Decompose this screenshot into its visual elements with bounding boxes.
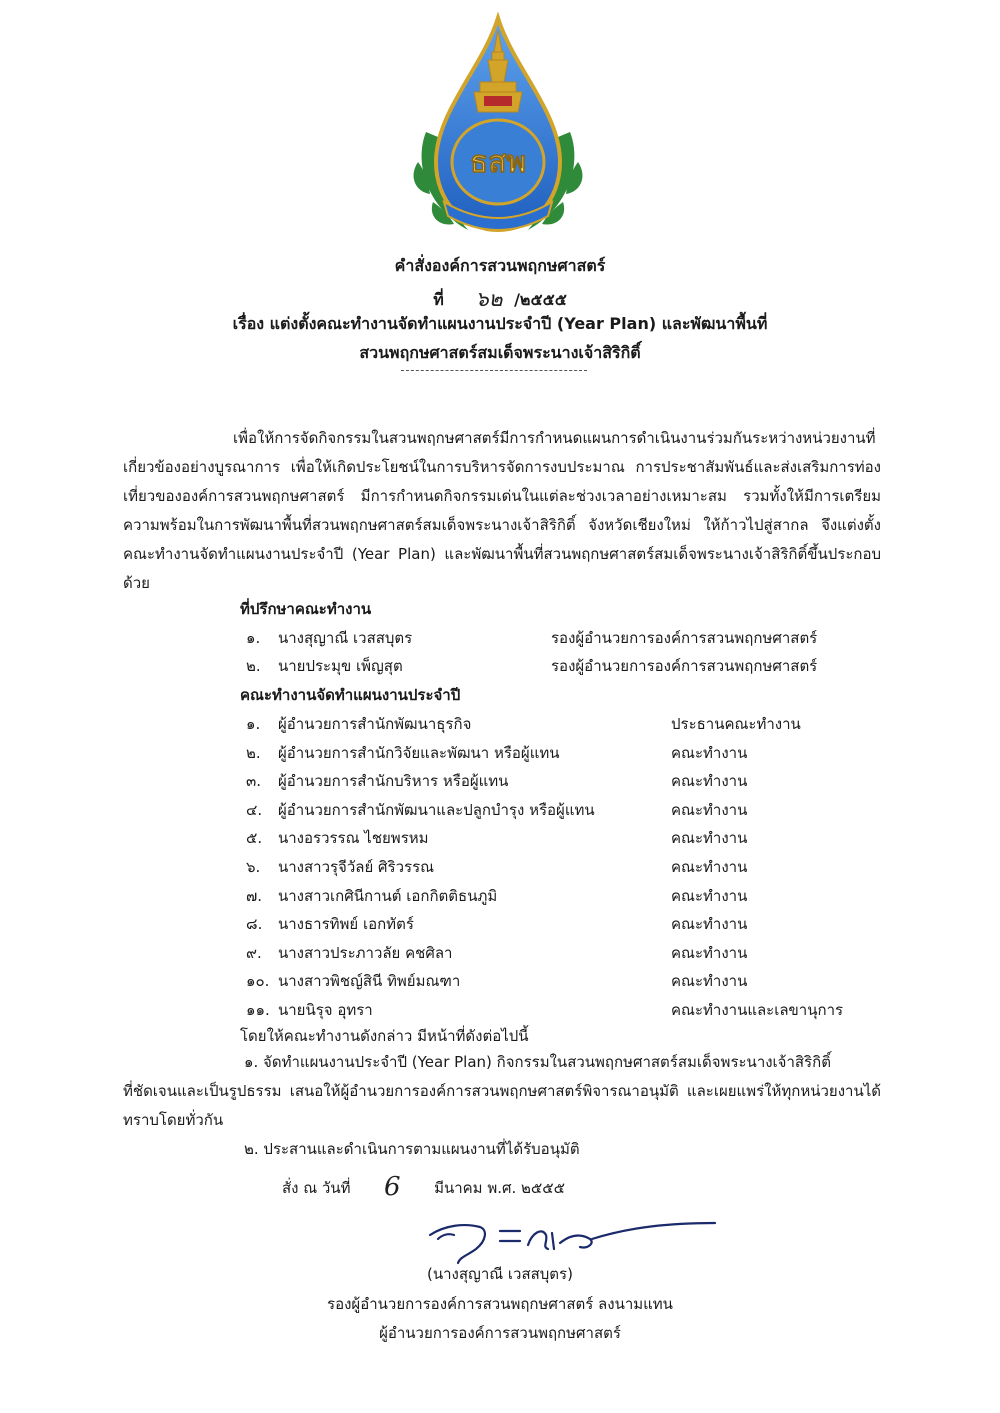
team-member-name: นางสาวพิชญ์สินี ทิพย์มณฑา bbox=[278, 972, 461, 991]
team-number: ๓. bbox=[246, 772, 262, 791]
order-date bbox=[282, 1170, 565, 1200]
team-member-name: ผู้อำนวยการสำนักพัฒนาธุรกิจ bbox=[278, 715, 472, 733]
advisor-name: นายประมุข เพ็ญสุต bbox=[278, 657, 403, 675]
team-member-role: คณะทำงาน bbox=[671, 886, 748, 905]
order-date-month-year: มีนาคม พ.ศ. ๒๕๕๕ bbox=[434, 1179, 565, 1197]
team-title: คณะทำงานจัดทำแผนงานประจำปี bbox=[240, 686, 461, 704]
team-number: ๕. bbox=[246, 829, 263, 848]
duty-item-1-rest: ที่ชัดเจนและเป็นรูปธรรม เสนอให้ผู้อำนวยการองค์การสวนพฤกษศาสตร์พิจารณาอนุมัติ และเผยแพร่ให้ทุกหน่วยงานได้ทราบโดยทั่วกัน bbox=[123, 1082, 881, 1129]
signer-position-2: ผู้อำนวยการองค์การสวนพฤกษศาสตร์ bbox=[379, 1324, 621, 1342]
advisor-number: ๑. bbox=[246, 629, 261, 647]
team-member-name: นางสาวเกศินีกานต์ เอกกิตติธนภูมิ bbox=[278, 886, 498, 905]
team-member-role: คณะทำงาน bbox=[671, 972, 748, 991]
team-member-name: ผู้อำนวยการสำนักพัฒนาและปลูกบำรุง หรือผู้แทน bbox=[278, 800, 595, 819]
signer-name: (นางสุญาณี เวสสบุตร) bbox=[427, 1265, 573, 1283]
advisor-name: นางสุญาณี เวสสบุตร bbox=[278, 629, 413, 647]
team-member-role: คณะทำงาน bbox=[671, 915, 748, 934]
botanical-garden-emblem-icon bbox=[408, 12, 588, 250]
team-number: ๗. bbox=[246, 886, 263, 905]
duty-item-1 bbox=[123, 1048, 881, 1135]
team-number: ๘. bbox=[246, 915, 263, 934]
duty-item-2-text: ๒. ประสานและดำเนินการตามแผนงานที่ได้รับอนุมัติ bbox=[244, 1140, 580, 1158]
advisor-number: ๒. bbox=[246, 657, 261, 675]
order-date-day: 6 bbox=[384, 1172, 401, 1202]
team-number: ๑. bbox=[246, 715, 261, 733]
order-number-year: /๒๕๕๕ bbox=[514, 290, 567, 309]
intro-paragraph: เพื่อให้การจัดกิจกรรมในสวนพฤกษศาสตร์มีการกำหนดแผนการดำเนินงานร่วมกันระหว่างหน่วยงานที่เกี่ยวข้องอย่างบูรณาการ เพื่อให้เกิดประโยชน์ในการบริหารจัดการงบประมาณ การประชาสัมพันธ์และส่งเสริมการท่องเที่ยวขององค์การสวนพฤกษศาสตร์ มีการกำหนดกิจกรรมเด่นในแต่ละช่วงเวลาอย่างเหมาะสม รวมทั้งให้มีการเตรียมความพร้อมในการพัฒนาพื้นที่สวนพฤกษศาสตร์สมเด็จพระนางเจ้าสิริกิติ์ จังหวัดเชียงใหม่ ให้ก้าวไปสู่สากล จึงแต่งตั้งคณะทำงานจัดทำแผนงานประจำปี (Year Plan) และพัฒนาพื้นที่สวนพฤกษศาสตร์สมเด็จพระนางเจ้าสิริกิติ์ขึ้นประกอบด้วย bbox=[123, 429, 881, 592]
order-date-prefix: สั่ง ณ วันที่ bbox=[282, 1179, 351, 1197]
team-number: ๑๑. bbox=[246, 1001, 270, 1019]
team-member-name: นายนิรุจ อุทรา bbox=[278, 1001, 373, 1019]
team-number: ๙. bbox=[246, 943, 262, 962]
team-member-name: นางสาวประภาวลัย คชศิลา bbox=[278, 943, 453, 962]
order-number bbox=[0, 282, 1000, 315]
header-divider bbox=[401, 370, 587, 371]
advisor-position: รองผู้อำนวยการองค์การสวนพฤกษศาสตร์ bbox=[551, 657, 818, 675]
team-number: ๔. bbox=[246, 800, 263, 819]
signer-position-1: รองผู้อำนวยการองค์การสวนพฤกษศาสตร์ ลงนามแทน bbox=[327, 1295, 673, 1313]
team-number: ๒. bbox=[246, 743, 261, 762]
duty-item-2 bbox=[123, 1135, 881, 1164]
team-member-name: ผู้อำนวยการสำนักบริหาร หรือผู้แทน bbox=[278, 772, 509, 791]
order-subject-line2: สวนพฤกษศาสตร์สมเด็จพระนางเจ้าสิริกิติ์ bbox=[359, 343, 641, 362]
team-member-role: คณะทำงาน bbox=[671, 858, 748, 876]
team-member-role: คณะทำงาน bbox=[671, 772, 748, 791]
order-number-label: ที่ bbox=[433, 290, 444, 309]
svg-text:ธสพ: ธสพ bbox=[469, 145, 527, 180]
team-member-name: ผู้อำนวยการสำนักวิจัยและพัฒนา หรือผู้แทน bbox=[278, 743, 560, 762]
team-member-role: คณะทำงาน bbox=[671, 943, 748, 962]
duty-item-1-first-line: ๑. จัดทำแผนงานประจำปี (Year Plan) กิจกรรมในสวนพฤกษศาสตร์สมเด็จพระนางเจ้าสิริกิติ์ bbox=[244, 1053, 831, 1071]
team-member-name: นางสาวรุจีวัลย์ ศิริวรรณ bbox=[278, 858, 435, 876]
team-member-name: นางธารทิพย์ เอกทัตร์ bbox=[278, 915, 414, 934]
order-subject-line1: เรื่อง แต่งตั้งคณะทำงานจัดทำแผนงานประจำปี (Year Plan) และพัฒนาพื้นที่ bbox=[232, 314, 768, 333]
duties-lead: โดยให้คณะทำงานดังกล่าว มีหน้าที่ดังต่อไปนี้ bbox=[240, 1027, 529, 1045]
team-number: ๑๐. bbox=[246, 972, 270, 991]
team-member-role: คณะทำงานและเลขานุการ bbox=[671, 1001, 844, 1019]
team-member-role: คณะทำงาน bbox=[671, 800, 748, 819]
advisor-position: รองผู้อำนวยการองค์การสวนพฤกษศาสตร์ bbox=[551, 629, 818, 647]
team-number: ๖. bbox=[246, 858, 261, 876]
advisors-title: ที่ปรึกษาคณะทำงาน bbox=[240, 600, 372, 618]
team-member-role: คณะทำงาน bbox=[671, 743, 748, 762]
team-member-role: คณะทำงาน bbox=[671, 829, 748, 848]
order-title: คำสั่งองค์การสวนพฤกษศาสตร์ bbox=[394, 256, 606, 275]
order-number-value: ๖๒ bbox=[475, 287, 503, 311]
team-member-name: นางอรวรรณ ไชยพรหม bbox=[278, 829, 429, 848]
team-member-role: ประธานคณะทำงาน bbox=[671, 715, 801, 733]
